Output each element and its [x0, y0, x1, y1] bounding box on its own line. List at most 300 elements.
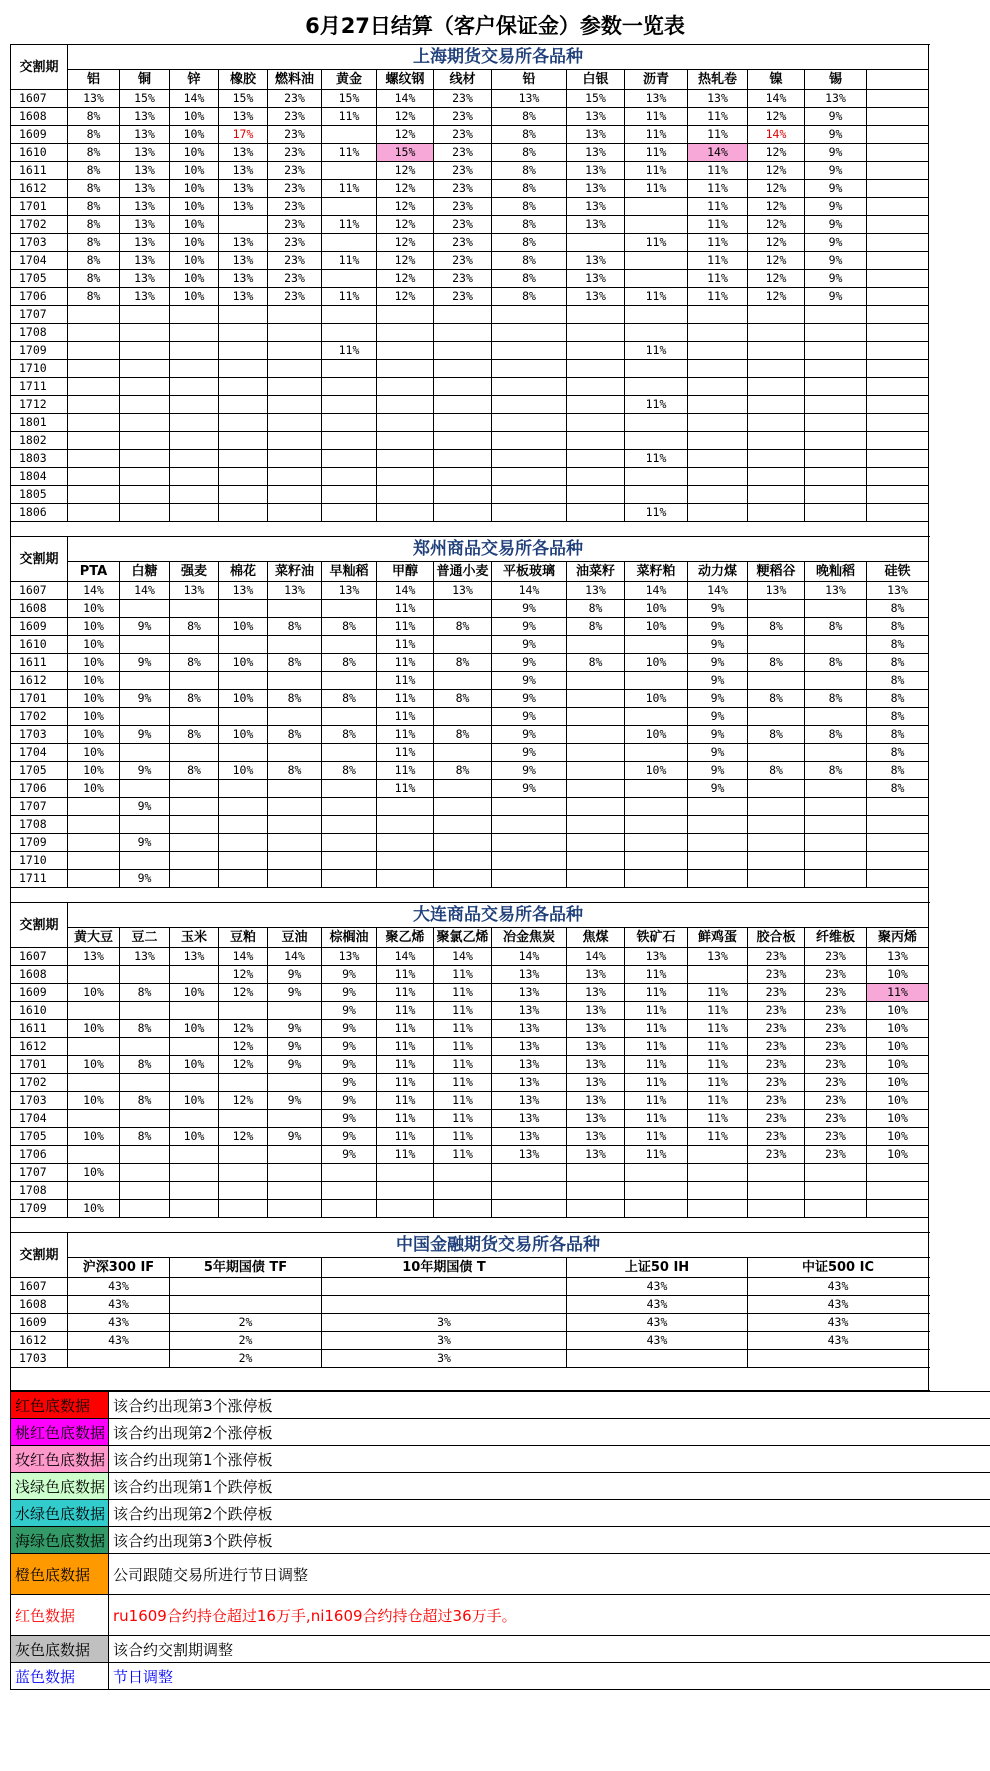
- period-cell: 1710: [11, 852, 68, 870]
- value-cell: 10%: [867, 1074, 929, 1092]
- value-cell: 10%: [68, 618, 120, 636]
- value-cell: [68, 1038, 120, 1056]
- value-cell: [434, 600, 492, 618]
- value-cell: [867, 234, 929, 252]
- value-cell: [625, 252, 688, 270]
- value-cell: 9%: [688, 708, 748, 726]
- value-cell: [867, 816, 929, 834]
- value-cell: [170, 798, 219, 816]
- value-cell: 14%: [68, 582, 120, 600]
- value-cell: [867, 450, 929, 468]
- value-cell: [377, 360, 434, 378]
- period-cell: 1708: [11, 1182, 68, 1200]
- value-cell: 23%: [805, 1002, 867, 1020]
- value-cell: [170, 816, 219, 834]
- table-row: [11, 654, 929, 672]
- value-cell: 11%: [688, 1002, 748, 1020]
- product-header: 豆粕: [219, 928, 268, 948]
- product-header: 白银: [567, 70, 625, 90]
- value-cell: 8%: [268, 726, 322, 744]
- value-cell: [805, 636, 867, 654]
- value-cell: [434, 1182, 492, 1200]
- value-cell: 11%: [688, 1128, 748, 1146]
- value-cell: 11%: [688, 198, 748, 216]
- value-cell: 11%: [625, 1002, 688, 1020]
- value-cell: [867, 798, 929, 816]
- value-cell: 11%: [625, 1092, 688, 1110]
- value-cell: 8%: [867, 690, 929, 708]
- value-cell: [120, 468, 170, 486]
- value-cell: 11%: [688, 1110, 748, 1128]
- legend-row: [11, 1663, 990, 1690]
- value-cell: [567, 504, 625, 522]
- value-cell: 8%: [322, 618, 377, 636]
- value-cell: [268, 672, 322, 690]
- period-cell: 1701: [11, 690, 68, 708]
- value-cell: 12%: [748, 162, 805, 180]
- value-cell: [434, 414, 492, 432]
- value-cell: [170, 468, 219, 486]
- value-cell: 13%: [567, 252, 625, 270]
- value-cell: 13%: [170, 582, 219, 600]
- value-cell: 23%: [434, 180, 492, 198]
- value-cell: 10%: [867, 1146, 929, 1164]
- table-row: [11, 234, 929, 252]
- value-cell: 8%: [867, 600, 929, 618]
- value-cell: [434, 816, 492, 834]
- exchange-name: 大连商品交易所各品种: [68, 903, 929, 928]
- value-cell: 9%: [688, 690, 748, 708]
- value-cell: [120, 1146, 170, 1164]
- period-cell: 1607: [11, 948, 68, 966]
- value-cell: [120, 1164, 170, 1182]
- value-cell: 8%: [434, 654, 492, 672]
- value-cell: 11%: [434, 1092, 492, 1110]
- period-cell: 1703: [11, 234, 68, 252]
- value-cell: 8%: [867, 780, 929, 798]
- value-cell: [805, 852, 867, 870]
- value-cell: [567, 744, 625, 762]
- period-cell: 1709: [11, 834, 68, 852]
- value-cell: 23%: [805, 1020, 867, 1038]
- value-cell: 11%: [688, 270, 748, 288]
- value-cell: 11%: [434, 1146, 492, 1164]
- value-cell: 10%: [867, 1038, 929, 1056]
- exchange-name: 郑州商品交易所各品种: [68, 537, 929, 562]
- value-cell: 14%: [377, 582, 434, 600]
- value-cell: [688, 1146, 748, 1164]
- value-cell: 8%: [434, 762, 492, 780]
- period-cell: 1707: [11, 306, 68, 324]
- value-cell: 13%: [567, 288, 625, 306]
- value-cell: 11%: [434, 1056, 492, 1074]
- value-cell: 23%: [748, 1128, 805, 1146]
- value-cell: [567, 690, 625, 708]
- value-cell: [434, 780, 492, 798]
- period-cell: 1704: [11, 744, 68, 762]
- value-cell: [625, 306, 688, 324]
- value-cell: 9%: [688, 780, 748, 798]
- value-cell: 9%: [805, 288, 867, 306]
- value-cell: 2%: [170, 1314, 322, 1332]
- value-cell: 12%: [748, 252, 805, 270]
- legend-description: 该合约出现第2个跌停板: [109, 1500, 990, 1527]
- value-cell: [268, 834, 322, 852]
- table-row: [11, 780, 929, 798]
- period-cell: 1609: [11, 126, 68, 144]
- value-cell: [170, 1164, 219, 1182]
- value-cell: 11%: [322, 144, 377, 162]
- value-cell: [170, 504, 219, 522]
- value-cell: 23%: [434, 270, 492, 288]
- table-row: [11, 1110, 929, 1128]
- value-cell: [748, 852, 805, 870]
- product-header: 铅: [492, 70, 567, 90]
- period-cell: 1611: [11, 654, 68, 672]
- value-cell: [805, 432, 867, 450]
- value-cell: [170, 1038, 219, 1056]
- value-cell: [120, 414, 170, 432]
- value-cell: 8%: [68, 180, 120, 198]
- value-cell: 8%: [68, 288, 120, 306]
- value-cell: 23%: [748, 1092, 805, 1110]
- value-cell: 2%: [170, 1350, 322, 1368]
- value-cell: 13%: [219, 582, 268, 600]
- value-cell: 11%: [377, 654, 434, 672]
- value-cell: 8%: [867, 672, 929, 690]
- value-cell: 13%: [567, 198, 625, 216]
- value-cell: [867, 306, 929, 324]
- value-cell: 23%: [268, 198, 322, 216]
- value-cell: 23%: [805, 1074, 867, 1092]
- spacer-cell: [11, 1218, 929, 1233]
- value-cell: [170, 600, 219, 618]
- product-header: 白糖: [120, 562, 170, 582]
- value-cell: [68, 966, 120, 984]
- value-cell: [377, 468, 434, 486]
- period-cell: 1610: [11, 144, 68, 162]
- value-cell: 14%: [268, 948, 322, 966]
- value-cell: [170, 450, 219, 468]
- table-row: [11, 378, 929, 396]
- value-cell: [219, 450, 268, 468]
- period-label: 交割期: [11, 45, 68, 90]
- value-cell: 8%: [120, 1128, 170, 1146]
- value-cell: 13%: [567, 216, 625, 234]
- value-cell: [867, 90, 929, 108]
- value-cell: [219, 708, 268, 726]
- value-cell: 13%: [219, 270, 268, 288]
- product-header: 热轧卷: [688, 70, 748, 90]
- value-cell: [219, 1146, 268, 1164]
- value-cell: [219, 504, 268, 522]
- value-cell: 3%: [322, 1314, 567, 1332]
- value-cell: [567, 432, 625, 450]
- table-row: [11, 108, 929, 126]
- value-cell: 9%: [805, 108, 867, 126]
- value-cell: 10%: [170, 198, 219, 216]
- period-cell: 1610: [11, 1002, 68, 1020]
- table-row: [11, 1182, 929, 1200]
- value-cell: 8%: [492, 198, 567, 216]
- table-row: [11, 252, 929, 270]
- value-cell: [567, 1350, 748, 1368]
- legend-row: [11, 1636, 990, 1663]
- value-cell: [68, 360, 120, 378]
- value-cell: 9%: [492, 780, 567, 798]
- product-header: 中证500 IC: [748, 1258, 929, 1278]
- value-cell: [322, 162, 377, 180]
- value-cell: 23%: [748, 1146, 805, 1164]
- value-cell: [68, 1002, 120, 1020]
- period-cell: 1801: [11, 414, 68, 432]
- period-cell: 1612: [11, 1332, 68, 1350]
- period-cell: 1609: [11, 618, 68, 636]
- value-cell: 12%: [748, 108, 805, 126]
- value-cell: [170, 396, 219, 414]
- value-cell: [219, 1074, 268, 1092]
- value-cell: 8%: [867, 618, 929, 636]
- value-cell: [268, 450, 322, 468]
- value-cell: [170, 780, 219, 798]
- legend-swatch-label: 橙色底数据: [11, 1554, 109, 1595]
- value-cell: [805, 780, 867, 798]
- value-cell: [625, 708, 688, 726]
- value-cell: [867, 834, 929, 852]
- value-cell: [68, 1110, 120, 1128]
- value-cell: 12%: [748, 216, 805, 234]
- value-cell: 10%: [170, 984, 219, 1002]
- value-cell: [268, 1074, 322, 1092]
- value-cell: 13%: [492, 1038, 567, 1056]
- value-cell: [434, 432, 492, 450]
- value-cell: 13%: [120, 180, 170, 198]
- value-cell: 23%: [268, 252, 322, 270]
- value-cell: [748, 360, 805, 378]
- value-cell: 13%: [120, 252, 170, 270]
- value-cell: 10%: [170, 1056, 219, 1074]
- product-header: PTA: [68, 562, 120, 582]
- value-cell: 43%: [567, 1332, 748, 1350]
- value-cell: [120, 966, 170, 984]
- value-cell: 14%: [219, 948, 268, 966]
- value-cell: 10%: [68, 1164, 120, 1182]
- value-cell: 13%: [567, 984, 625, 1002]
- value-cell: 8%: [492, 252, 567, 270]
- value-cell: 9%: [492, 636, 567, 654]
- value-cell: 10%: [170, 234, 219, 252]
- table-row: [11, 582, 929, 600]
- value-cell: 23%: [268, 216, 322, 234]
- value-cell: [219, 432, 268, 450]
- value-cell: 13%: [219, 252, 268, 270]
- value-cell: 8%: [867, 708, 929, 726]
- value-cell: 12%: [377, 108, 434, 126]
- value-cell: [322, 450, 377, 468]
- period-cell: 1610: [11, 636, 68, 654]
- product-header: 胶合板: [748, 928, 805, 948]
- value-cell: [748, 600, 805, 618]
- value-cell: 14%: [377, 948, 434, 966]
- legend-swatch-label: 灰色底数据: [11, 1636, 109, 1663]
- table-row: [11, 198, 929, 216]
- value-cell: 13%: [322, 948, 377, 966]
- value-cell: 10%: [170, 144, 219, 162]
- value-cell: [377, 816, 434, 834]
- value-cell: 10%: [68, 654, 120, 672]
- value-cell: 14%: [567, 948, 625, 966]
- table-row: [11, 1332, 929, 1350]
- value-cell: [377, 852, 434, 870]
- table-row: [11, 396, 929, 414]
- value-cell: 13%: [120, 288, 170, 306]
- value-cell: 12%: [748, 144, 805, 162]
- value-cell: [688, 450, 748, 468]
- value-cell: [867, 216, 929, 234]
- value-cell: [120, 450, 170, 468]
- value-cell: 11%: [322, 288, 377, 306]
- value-cell: [805, 600, 867, 618]
- value-cell: [219, 672, 268, 690]
- value-cell: 10%: [68, 1056, 120, 1074]
- value-cell: [322, 1182, 377, 1200]
- value-cell: [492, 360, 567, 378]
- value-cell: 2%: [170, 1332, 322, 1350]
- value-cell: 11%: [377, 690, 434, 708]
- table-row: [11, 816, 929, 834]
- product-header: 5年期国债 TF: [170, 1258, 322, 1278]
- period-cell: 1701: [11, 1056, 68, 1074]
- value-cell: 3%: [322, 1332, 567, 1350]
- table-row: [11, 126, 929, 144]
- value-cell: [68, 1350, 170, 1368]
- value-cell: [219, 798, 268, 816]
- value-cell: [170, 744, 219, 762]
- value-cell: 8%: [68, 162, 120, 180]
- value-cell: [219, 1110, 268, 1128]
- value-cell: 8%: [805, 726, 867, 744]
- value-cell: 10%: [219, 762, 268, 780]
- value-cell: 10%: [170, 1128, 219, 1146]
- value-cell: 11%: [688, 162, 748, 180]
- period-cell: 1612: [11, 180, 68, 198]
- value-cell: [268, 780, 322, 798]
- value-cell: 9%: [322, 1110, 377, 1128]
- spacer-cell: [11, 888, 929, 903]
- period-cell: 1609: [11, 1314, 68, 1332]
- value-cell: 10%: [625, 762, 688, 780]
- value-cell: [219, 1182, 268, 1200]
- value-cell: [322, 672, 377, 690]
- value-cell: [120, 342, 170, 360]
- value-cell: [492, 414, 567, 432]
- value-cell: 13%: [567, 180, 625, 198]
- value-cell: [567, 780, 625, 798]
- value-cell: 11%: [377, 966, 434, 984]
- value-cell: 14%: [170, 90, 219, 108]
- value-cell: 11%: [688, 288, 748, 306]
- value-cell: [120, 708, 170, 726]
- value-cell: [322, 324, 377, 342]
- value-cell: 9%: [805, 144, 867, 162]
- value-cell: 13%: [567, 162, 625, 180]
- value-cell: [322, 600, 377, 618]
- table-row: [11, 1038, 929, 1056]
- value-cell: 11%: [625, 1020, 688, 1038]
- value-cell: 11%: [625, 504, 688, 522]
- value-cell: [625, 852, 688, 870]
- period-cell: 1607: [11, 90, 68, 108]
- value-cell: [170, 342, 219, 360]
- value-cell: 11%: [688, 180, 748, 198]
- value-cell: 13%: [805, 582, 867, 600]
- value-cell: [377, 378, 434, 396]
- value-cell: 43%: [567, 1278, 748, 1296]
- value-cell: 11%: [688, 984, 748, 1002]
- value-cell: 23%: [805, 948, 867, 966]
- value-cell: [688, 342, 748, 360]
- value-cell: 12%: [377, 288, 434, 306]
- period-cell: 1703: [11, 726, 68, 744]
- value-cell: 9%: [492, 600, 567, 618]
- value-cell: 9%: [492, 654, 567, 672]
- value-cell: [805, 1182, 867, 1200]
- value-cell: [377, 486, 434, 504]
- value-cell: 15%: [567, 90, 625, 108]
- value-cell: [322, 1164, 377, 1182]
- period-cell: 1608: [11, 1296, 68, 1314]
- value-cell: 15%: [377, 144, 434, 162]
- value-cell: 10%: [867, 1056, 929, 1074]
- value-cell: [625, 1200, 688, 1218]
- value-cell: [434, 1164, 492, 1182]
- value-cell: 23%: [434, 162, 492, 180]
- value-cell: [688, 504, 748, 522]
- product-header-row: [11, 928, 929, 948]
- legend-description: 公司跟随交易所进行节日调整: [109, 1554, 990, 1595]
- value-cell: [170, 636, 219, 654]
- value-cell: [805, 708, 867, 726]
- value-cell: [492, 1200, 567, 1218]
- legend-swatch-label: 水绿色底数据: [11, 1500, 109, 1527]
- value-cell: 10%: [170, 216, 219, 234]
- product-header: 玉米: [170, 928, 219, 948]
- value-cell: [268, 1002, 322, 1020]
- value-cell: 11%: [867, 984, 929, 1002]
- value-cell: [120, 486, 170, 504]
- value-cell: 8%: [170, 618, 219, 636]
- value-cell: [567, 816, 625, 834]
- value-cell: [867, 1182, 929, 1200]
- value-cell: [377, 798, 434, 816]
- value-cell: [434, 450, 492, 468]
- value-cell: 9%: [120, 618, 170, 636]
- table-row: [11, 1296, 929, 1314]
- value-cell: [219, 600, 268, 618]
- value-cell: 13%: [120, 144, 170, 162]
- value-cell: [219, 1200, 268, 1218]
- value-cell: [805, 744, 867, 762]
- value-cell: [219, 414, 268, 432]
- value-cell: [748, 1182, 805, 1200]
- value-cell: [688, 324, 748, 342]
- value-cell: [322, 852, 377, 870]
- value-cell: [268, 378, 322, 396]
- value-cell: 10%: [68, 1020, 120, 1038]
- value-cell: [867, 126, 929, 144]
- value-cell: 10%: [625, 654, 688, 672]
- value-cell: 43%: [748, 1314, 929, 1332]
